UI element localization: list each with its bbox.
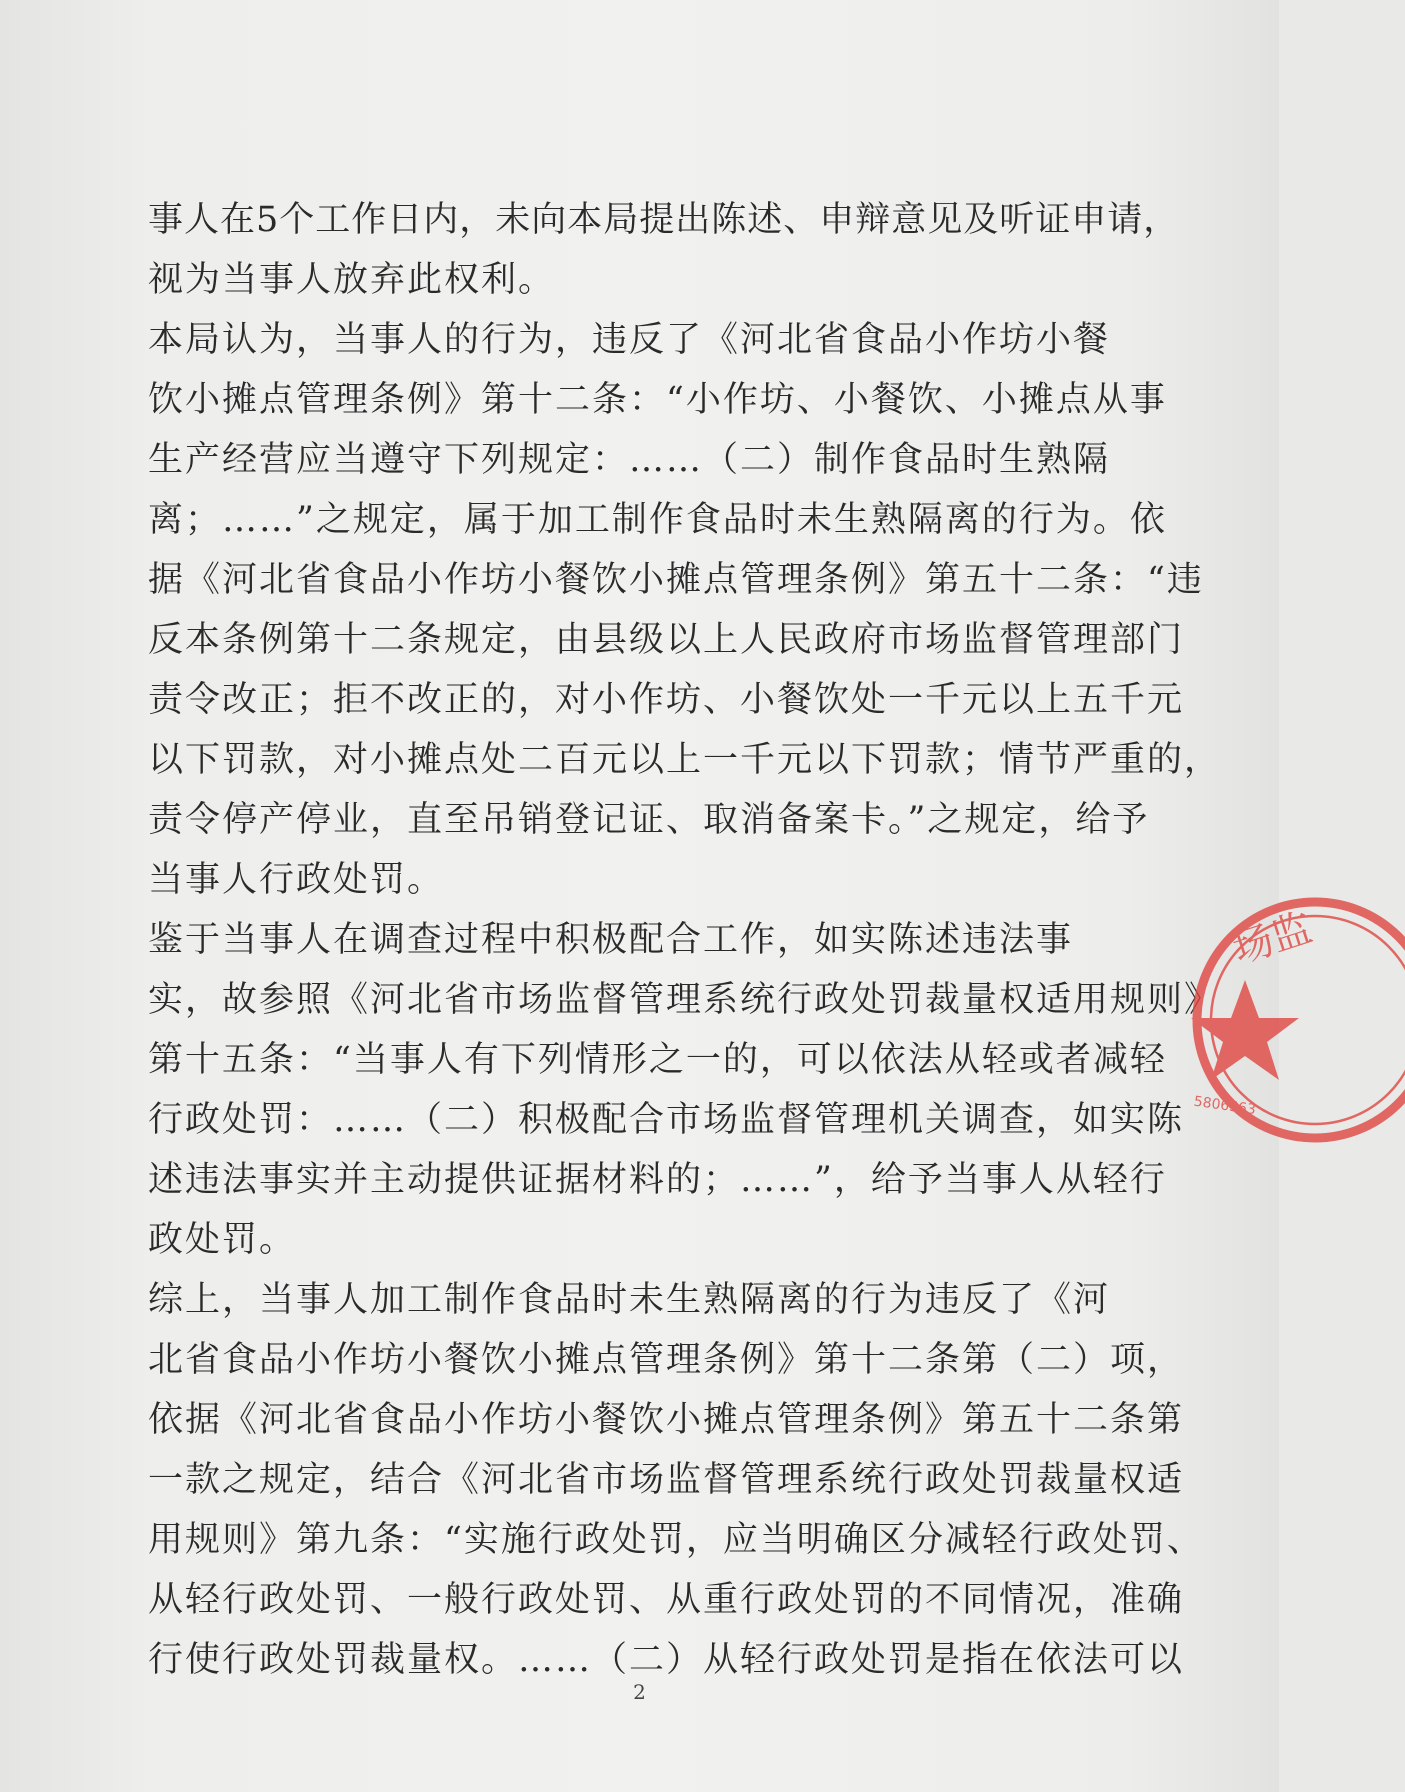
text-line: 反本条例第十二条规定，由县级以上人民政府市场监督管理部门 xyxy=(148,620,1185,660)
text-line: 离；……”之规定，属于加工制作食品时未生熟隔离的行为。依 xyxy=(148,500,1167,540)
text-line: 鉴于当事人在调查过程中积极配合工作，如实陈述违法事 xyxy=(148,920,1074,960)
text-line: 责令改正；拒不改正的，对小作坊、小餐饮处一千元以上五千元 xyxy=(148,680,1185,720)
text-line: 行使行政处罚裁量权。……（二）从轻行政处罚是指在依法可以 xyxy=(148,1640,1185,1680)
text-line: 从轻行政处罚、一般行政处罚、从重行政处罚的不同情况，准确 xyxy=(148,1580,1185,1620)
seal-text: 场监 xyxy=(1227,904,1318,974)
text-line: 以下罚款，对小摊点处二百元以上一千元以下罚款；情节严重的， xyxy=(148,740,1222,780)
text-line: 第十五条：“当事人有下列情形之一的，可以依法从轻或者减轻 xyxy=(148,1040,1167,1080)
text-line: 一款之规定，结合《河北省市场监督管理系统行政处罚裁量权适 xyxy=(148,1460,1185,1500)
text-line: 实，故参照《河北省市场监督管理系统行政处罚裁量权适用规则》 xyxy=(148,980,1222,1020)
text-line: 综上，当事人加工制作食品时未生熟隔离的行为违反了《河 xyxy=(148,1280,1111,1320)
seal-number: 5806563 xyxy=(1192,1093,1257,1119)
page-number: 2 xyxy=(633,1680,646,1704)
official-seal xyxy=(1185,880,1405,1160)
text-line: 视为当事人放弃此权利。 xyxy=(148,260,556,300)
text-line: 依据《河北省食品小作坊小餐饮小摊点管理条例》第五十二条第 xyxy=(148,1400,1185,1440)
text-line: 用规则》第九条：“实施行政处罚，应当明确区分减轻行政处罚、 xyxy=(148,1520,1204,1560)
text-line: 当事人行政处罚。 xyxy=(148,860,445,900)
text-line: 行政处罚：……（二）积极配合市场监督管理机关调查，如实陈 xyxy=(148,1100,1185,1140)
text-line: 本局认为，当事人的行为，违反了《河北省食品小作坊小餐 xyxy=(148,320,1111,360)
text-line: 述违法事实并主动提供证据材料的；……”，给予当事人从轻行 xyxy=(148,1160,1167,1200)
text-line: 饮小摊点管理条例》第十二条：“小作坊、小餐饮、小摊点从事 xyxy=(148,380,1167,420)
text-line: 政处罚。 xyxy=(148,1220,297,1260)
text-line: 事人在5个工作日内，未向本局提出陈述、申辩意见及听证申请， xyxy=(148,200,1180,240)
text-line: 据《河北省食品小作坊小餐饮小摊点管理条例》第五十二条：“违 xyxy=(148,560,1204,600)
text-line: 责令停产停业，直至吊销登记证、取消备案卡。”之规定，给予 xyxy=(148,800,1150,840)
text-line: 生产经营应当遵守下列规定：……（二）制作食品时生熟隔 xyxy=(148,440,1111,480)
text-line: 北省食品小作坊小餐饮小摊点管理条例》第十二条第（二）项， xyxy=(148,1340,1185,1380)
document-body xyxy=(148,190,1222,1690)
